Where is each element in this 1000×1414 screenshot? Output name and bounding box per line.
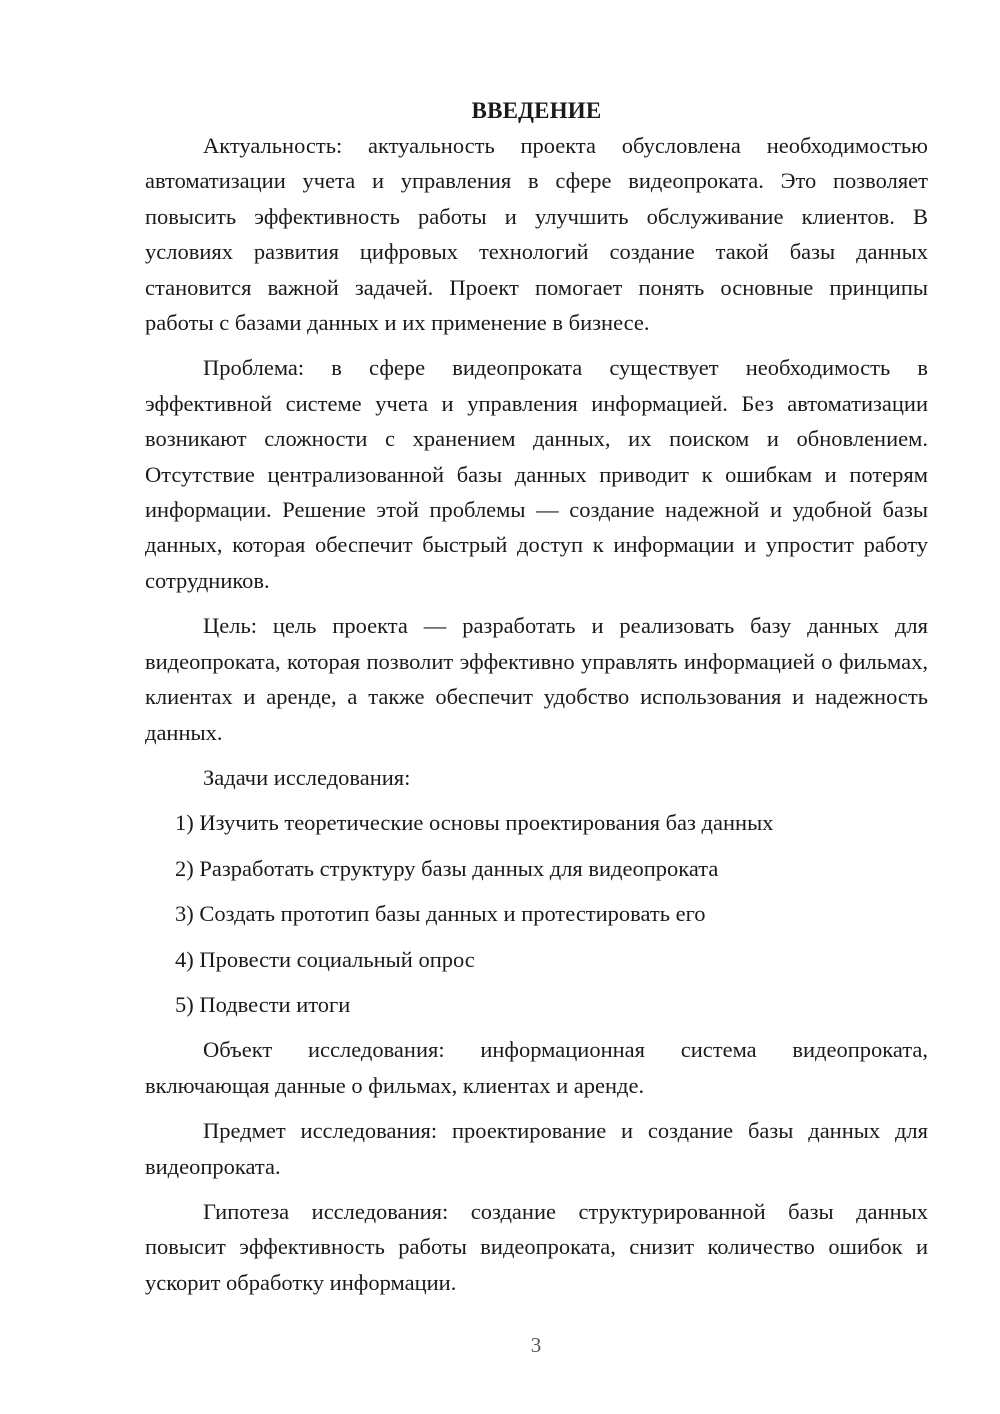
list-item: 4) Провести социальный опрос <box>175 946 475 972</box>
list-item: 3) Создать прототип базы данных и протестировать его <box>175 901 706 927</box>
page-number: 3 <box>530 1333 542 1357</box>
list-item: 5) Подвести итоги <box>175 991 351 1017</box>
list-item: 2) Разработать структуру базы данных для видеопроката <box>175 855 719 881</box>
paragraph-object: Объект исследования: информационная система видеопроката, включающая данные о фильмах, клиентах и аренде. <box>145 1037 928 1098</box>
tasks-list <box>145 805 928 1022</box>
document-page <box>145 93 928 1310</box>
paragraph-hypothesis: Гипотеза исследования: создание структурированной базы данных повысит эффективность работы видеопроката, снизит количество ошибок и ускорит обработку информации. <box>145 1198 928 1295</box>
paragraph-problem: Проблема: в сфере видеопроката существует необходимость в эффективной системе учета и управления информацией. Без автоматизации возникают сложности с хранением данных, их поиском и обновлением. Отсутствие централизованной базы данных приводит к ошибкам и потерям информации. Решение этой проблемы — создание надежной и удобной базы данных, которая обеспечит быстрый доступ к информации и упростит работу сотрудников. <box>145 355 928 593</box>
section-title: ВВЕДЕНИЕ <box>471 98 602 123</box>
paragraph-relevance: Актуальность: актуальность проекта обусловлена необходимостью автоматизации учета и управления в сфере видеопроката. Это позволяет повысить эффективность работы и улучшить обслуживание клиентов. В условиях развития цифровых технологий создание такой базы данных становится важной задачей. Проект помогает понять основные принципы работы с базами данных и их применение в бизнесе. <box>145 133 928 336</box>
list-item: 1) Изучить теоретические основы проектирования баз данных <box>175 810 774 836</box>
paragraph-goal: Цель: цель проекта — разработать и реализовать базу данных для видеопроката, которая позволит эффективно управлять информацией о фильмах, клиентах и аренде, а также обеспечит удобство использования и надежность данных. <box>145 613 928 745</box>
tasks-heading: Задачи исследования: <box>203 764 411 790</box>
paragraph-subject: Предмет исследования: проектирование и создание базы данных для видеопроката. <box>145 1118 928 1179</box>
